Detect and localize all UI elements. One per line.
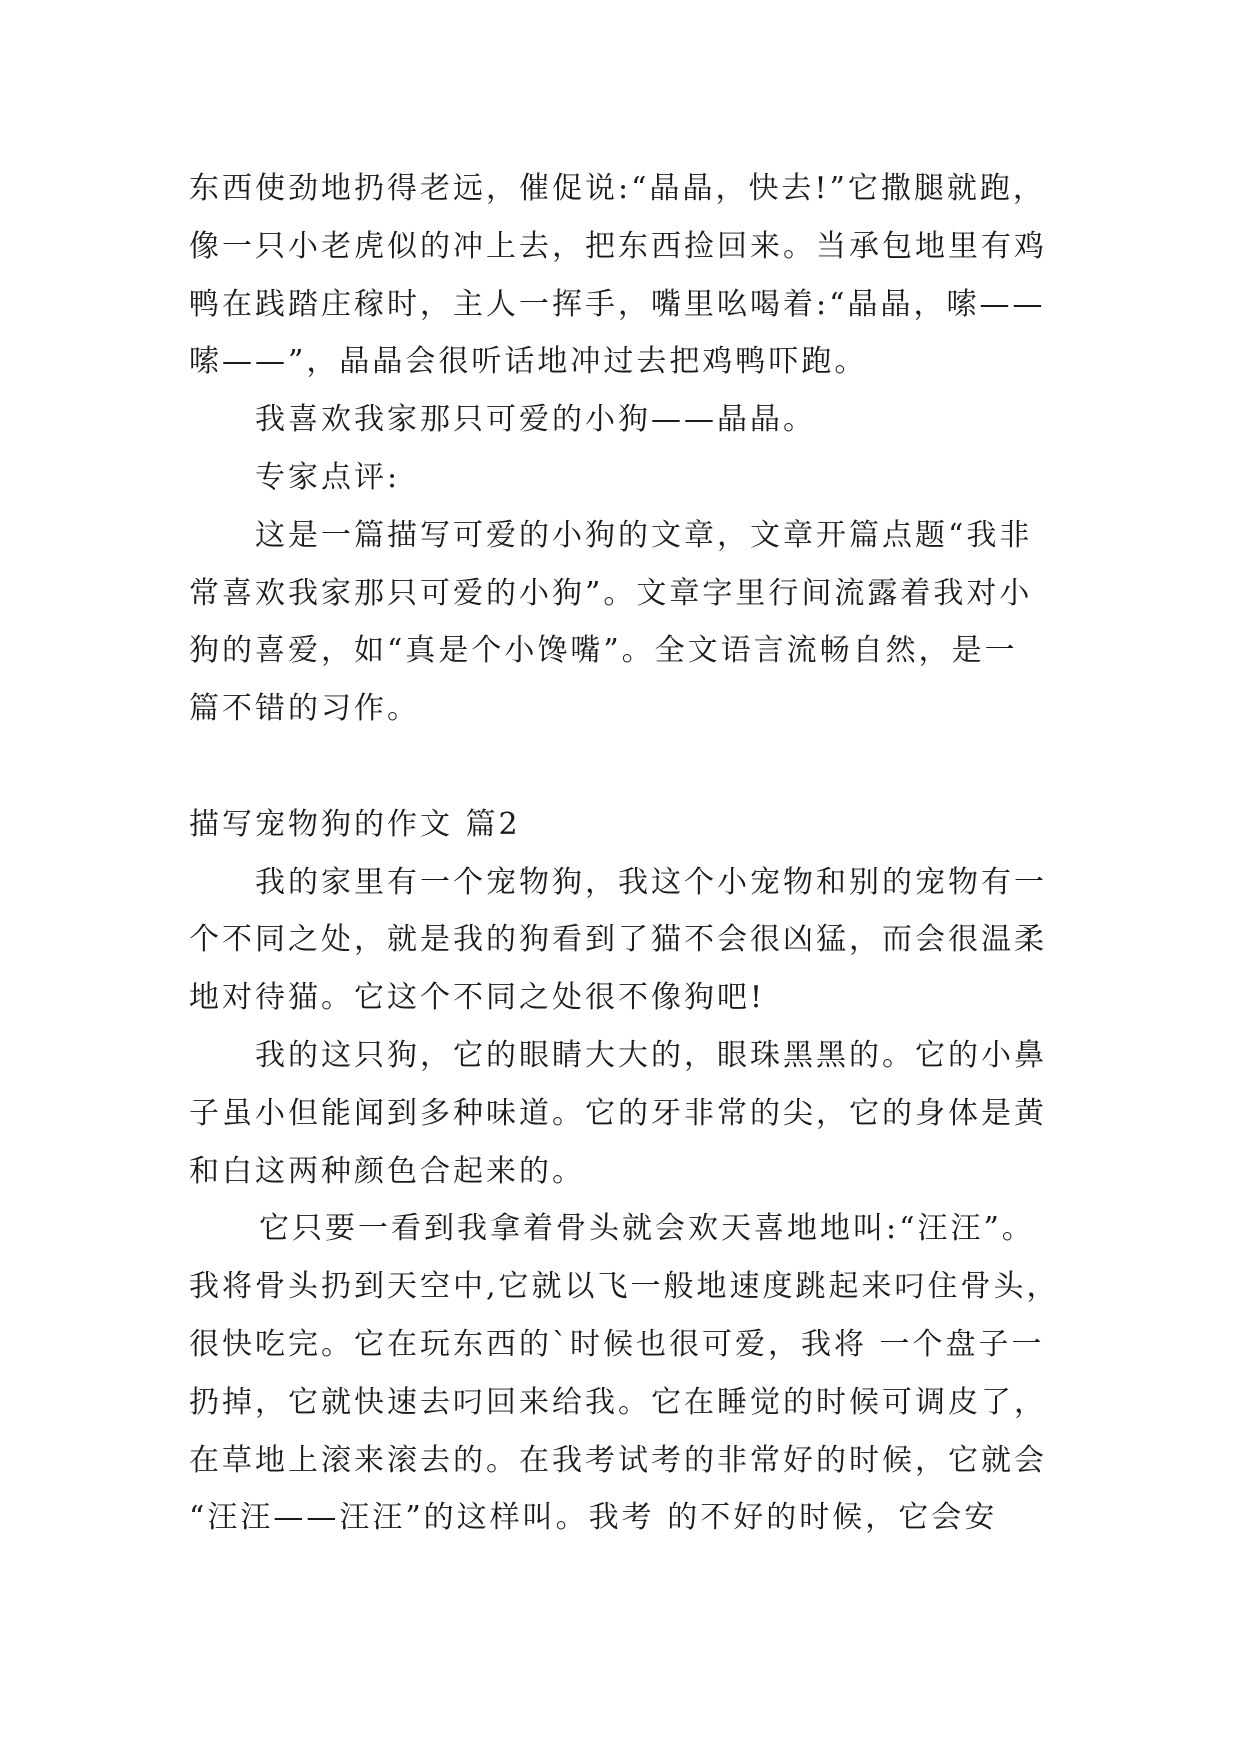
text-line: “汪汪——汪汪”的这样叫。我考 的不好的时候，它会安 bbox=[189, 1500, 998, 1536]
text-line: 这是一篇描写可爱的小狗的文章，文章开篇点题“我非 bbox=[255, 517, 1033, 553]
review-label: 专家点评: bbox=[255, 459, 401, 495]
text-line: 像一只小老虎似的冲上去，把东西捡回来。当承包地里有鸡 bbox=[189, 228, 1047, 264]
text-line: 它只要一看到我拿着骨头就会欢天喜地地叫:“汪汪”。 bbox=[259, 1211, 1035, 1247]
text-line: 鸭在践踏庄稼时，主人一挥手，嘴里吆喝着:“晶晶，嗦—— bbox=[189, 286, 1046, 322]
text-line: 篇不错的习作。 bbox=[189, 691, 420, 727]
expert-review bbox=[189, 449, 1091, 738]
paragraph bbox=[189, 1200, 1091, 1547]
text-line: 我的这只狗，它的眼睛大大的，眼珠黑黑的。它的小鼻 bbox=[255, 1037, 1047, 1073]
section-spacer bbox=[189, 738, 1091, 796]
text-line: 个不同之处，就是我的狗看到了猫不会很凶猛，而会很温柔 bbox=[189, 922, 1047, 958]
text-line: 我的家里有一个宠物狗，我这个小宠物和别的宠物有一 bbox=[255, 864, 1047, 900]
closing-line: 我喜欢我家那只可爱的小狗——晶晶。 bbox=[255, 402, 816, 438]
text-line: 在草地上滚来滚去的。在我考试考的非常好的时候，它就会 bbox=[189, 1442, 1047, 1478]
text-line: 地对待猫。它这个不同之处很不像狗吧! bbox=[189, 980, 766, 1016]
text-line: 我将骨头扔到天空中,它就以飞一般地速度跳起来叼住骨头， bbox=[189, 1269, 1060, 1305]
text-line: 东西使劲地扔得老远，催促说:“晶晶，快去!”它撒腿就跑， bbox=[189, 171, 1046, 206]
essay-heading: 描写宠物狗的作文 篇2 bbox=[189, 806, 521, 842]
text-line: 嗦——”，晶晶会很听话地冲过去把鸡鸭吓跑。 bbox=[189, 344, 868, 380]
text-line: 子虽小但能闻到多种味道。它的牙非常的尖，它的身体是黄 bbox=[189, 1095, 1047, 1131]
text-line: 狗的喜爱，如“真是个小馋嘴”。全文语言流畅自然，是一 bbox=[189, 633, 1018, 669]
text-line: 扔掉，它就快速去叼回来给我。它在睡觉的时候可调皮了， bbox=[189, 1384, 1047, 1420]
previous-essay-ending bbox=[189, 160, 1091, 449]
text-line: 很快吃完。它在玩东西的`时候也很可爱，我将 一个盘子一 bbox=[189, 1326, 1045, 1362]
essay-2 bbox=[189, 796, 1091, 1547]
paragraph bbox=[189, 1027, 1091, 1200]
text-line: 常喜欢我家那只可爱的小狗”。文章字里行间流露着我对小 bbox=[189, 575, 1033, 611]
paragraph bbox=[189, 854, 1091, 1027]
text-line: 和白这两种颜色合起来的。 bbox=[189, 1153, 585, 1189]
